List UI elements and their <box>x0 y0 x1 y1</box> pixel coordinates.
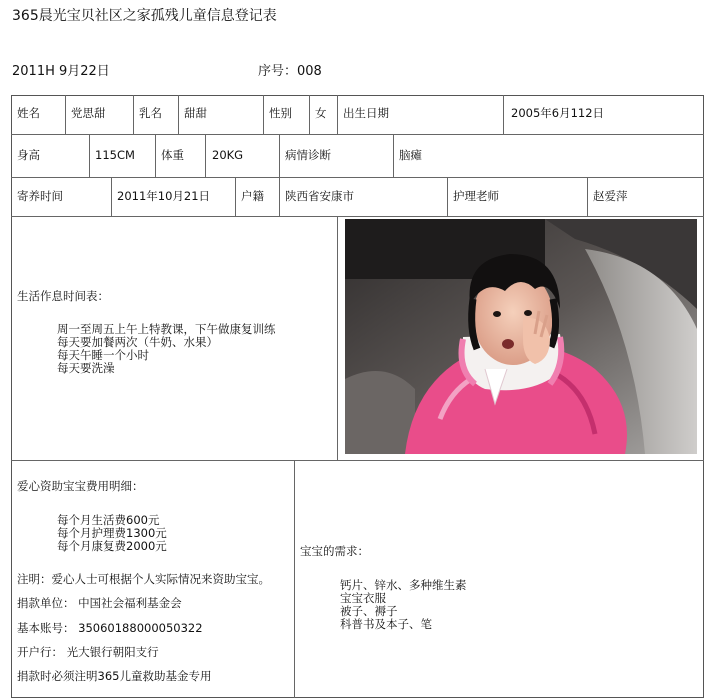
row-divider <box>11 177 704 178</box>
gender-label: 性别 <box>269 106 292 120</box>
col-divider <box>178 95 179 134</box>
donation-remark: 捐款时必须注明365儿童救助基金专用 <box>17 669 212 683</box>
birth-date-label: 出生日期 <box>343 106 389 120</box>
col-divider <box>65 95 66 134</box>
row-divider <box>11 216 704 217</box>
funding-title: 爱心资助宝宝费用明细： <box>17 479 144 493</box>
needs-list <box>340 579 467 631</box>
col-divider <box>393 134 394 177</box>
bank-name: 开户行： 光大银行朝阳支行 <box>17 645 159 659</box>
col-divider <box>447 177 448 216</box>
row-divider <box>11 460 704 461</box>
col-divider <box>155 134 156 177</box>
nickname-label: 乳名 <box>139 106 162 120</box>
birth-date-value: 2005年6月112日 <box>511 106 605 120</box>
hukou-value: 陕西省安康市 <box>285 189 354 203</box>
schedule-line: 每天午睡一个小时 <box>57 348 149 362</box>
schedule-line: 每天要洗澡 <box>57 361 115 375</box>
needs-item: 被子、褥子 <box>340 604 398 618</box>
height-value: 115CM <box>95 148 135 162</box>
needs-item: 宝宝衣服 <box>340 591 386 605</box>
serial-value: 008 <box>297 64 322 79</box>
funding-item: 每个月生活费600元 <box>57 513 160 527</box>
funding-note: 注明：爱心人士可根据个人实际情况来资助宝宝。 <box>17 572 270 586</box>
gender-value: 女 <box>315 106 327 120</box>
serial-number <box>258 65 322 78</box>
col-divider <box>337 95 338 134</box>
col-divider <box>111 177 112 216</box>
needs-item: 钙片、锌水、多种维生素 <box>340 578 467 592</box>
bank-account: 基本账号： 35060188000050322 <box>17 621 203 635</box>
row-divider <box>11 134 704 135</box>
funding-list <box>57 514 167 553</box>
nickname-value: 甜甜 <box>184 106 207 120</box>
col-divider <box>235 177 236 216</box>
col-divider <box>279 177 280 216</box>
needs-item: 科普书及本子、笔 <box>340 617 432 631</box>
serial-label: 序号： <box>258 64 298 79</box>
col-divider <box>294 460 295 698</box>
col-divider <box>133 95 134 134</box>
caretaker-value: 赵爱萍 <box>593 189 628 203</box>
col-divider <box>337 216 338 460</box>
name-label: 姓名 <box>17 106 40 120</box>
schedule-title: 生活作息时间表： <box>17 289 109 303</box>
col-divider <box>205 134 206 177</box>
form-title: 365晨光宝贝社区之家孤残儿童信息登记表 <box>12 8 277 24</box>
weight-value: 20KG <box>212 148 244 162</box>
form-date: 2011H 9月22日 <box>12 64 110 79</box>
col-divider <box>279 134 280 177</box>
weight-label: 体重 <box>161 148 184 162</box>
diagnosis-value: 脑瘫 <box>399 148 422 162</box>
schedule-list <box>57 323 276 375</box>
needs-title: 宝宝的需求： <box>300 544 369 558</box>
col-divider <box>309 95 310 134</box>
foster-time-label: 寄养时间 <box>17 189 63 203</box>
funding-item: 每个月护理费1300元 <box>57 526 167 540</box>
col-divider <box>587 177 588 216</box>
donation-unit: 捐款单位： 中国社会福利基金会 <box>17 596 182 610</box>
col-divider <box>89 134 90 177</box>
caretaker-label: 护理老师 <box>453 189 499 203</box>
height-label: 身高 <box>17 148 40 162</box>
name-value: 党思甜 <box>71 106 106 120</box>
schedule-line: 周一至周五上午上特教课，下午做康复训练 <box>57 322 276 336</box>
foster-time-value: 2011年10月21日 <box>117 189 211 203</box>
child-photo <box>345 219 697 454</box>
hukou-label: 户籍 <box>241 189 264 203</box>
schedule-line: 每天要加餐两次（牛奶、水果） <box>57 335 218 349</box>
funding-item: 每个月康复费2000元 <box>57 539 167 553</box>
col-divider <box>503 95 504 134</box>
col-divider <box>263 95 264 134</box>
diagnosis-label: 病情诊断 <box>285 148 331 162</box>
